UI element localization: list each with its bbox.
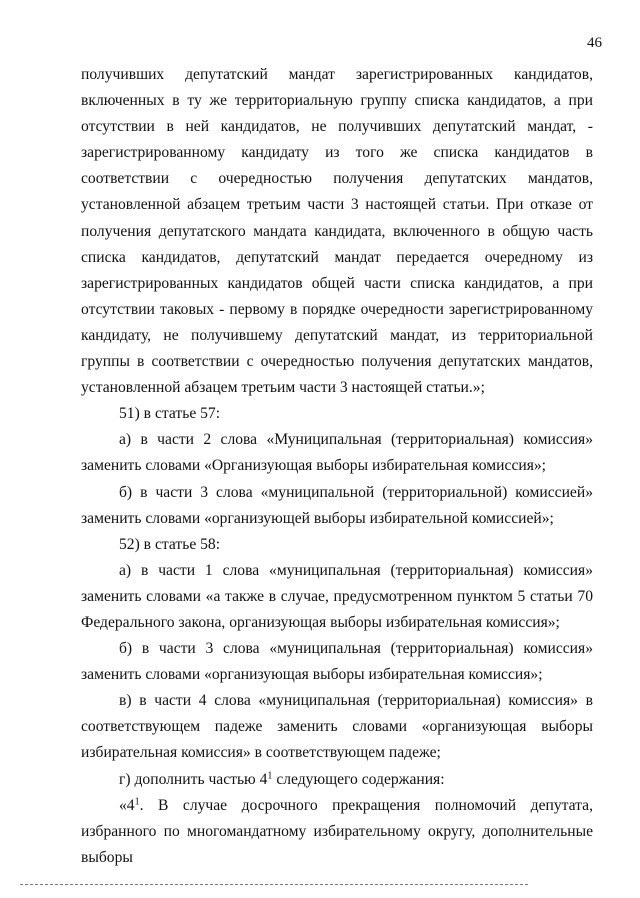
paragraph: в) в части 4 слова «муниципальная (территориальная) комиссия» в соответствующем падеже заменить словами «организующая выборы избирательная комиссия» в соответствующем падеже; (81, 692, 593, 762)
paragraph: а) в части 2 слова «Муниципальная (территориальная) комиссия» заменить словами «Организующая выборы избирательная комиссия»; (81, 431, 593, 475)
superscript: 1 (267, 770, 273, 782)
superscript: 1 (134, 796, 140, 808)
scan-edge-line (20, 884, 528, 885)
text-run: «4 (119, 796, 135, 814)
text-run: г) дополнить частью 4 (119, 770, 268, 788)
page-number: 46 (587, 35, 602, 51)
paragraph: а) в части 1 слова «муниципальная (территориальная) комиссия» заменить словами «а также в случае, предусмотренном пунктом 5 статьи 70 Федерального закона, организующая выборы избирательная комиссия»; (81, 561, 593, 631)
text-run: следующего содержания: (272, 770, 445, 788)
text-run: . В случае досрочного прекращения полномочий депутата, избранного по многомандатному избирательному округу, дополнительные выборы (81, 796, 593, 866)
paragraph: б) в части 3 слова «муниципальная (территориальная) комиссия» заменить словами «организующая выборы избирательная комиссия»; (81, 640, 593, 684)
paragraph (81, 793, 593, 871)
paragraph: получивших депутатский мандат зарегистрированных кандидатов, включенных в ту же территориальную группу списка кандидатов, а при отсутствии в ней кандидатов, не получивших депутатский мандат, - зарегистрированному кандидату из того же списка кандидатов в соответствии с очередностью получения депутатских мандатов, установленной абзацем третьим части 3 настоящей статьи. При отказе от получения депутатского мандата кандидата, включенного в общую часть списка кандидатов, депутатский мандат передается очередному из зарегистрированных кандидатов общей части списка кандидатов, а при отсутствии таковых - первому в порядке очередности зарегистрированному кандидату, не получившему депутатский мандат, из территориальной группы в соответствии с очередностью получения депутатских мандатов, установленной абзацем третьим части 3 настоящей статьи.»; (81, 66, 593, 397)
document-body (81, 62, 593, 871)
paragraph (81, 767, 593, 793)
paragraph: 51) в статье 57: (119, 405, 221, 423)
paragraph: 52) в статье 58: (119, 535, 221, 553)
paragraph: б) в части 3 слова «муниципальной (территориальной) комиссией» заменить словами «организующей выборы избирательной комиссией»; (81, 483, 593, 527)
